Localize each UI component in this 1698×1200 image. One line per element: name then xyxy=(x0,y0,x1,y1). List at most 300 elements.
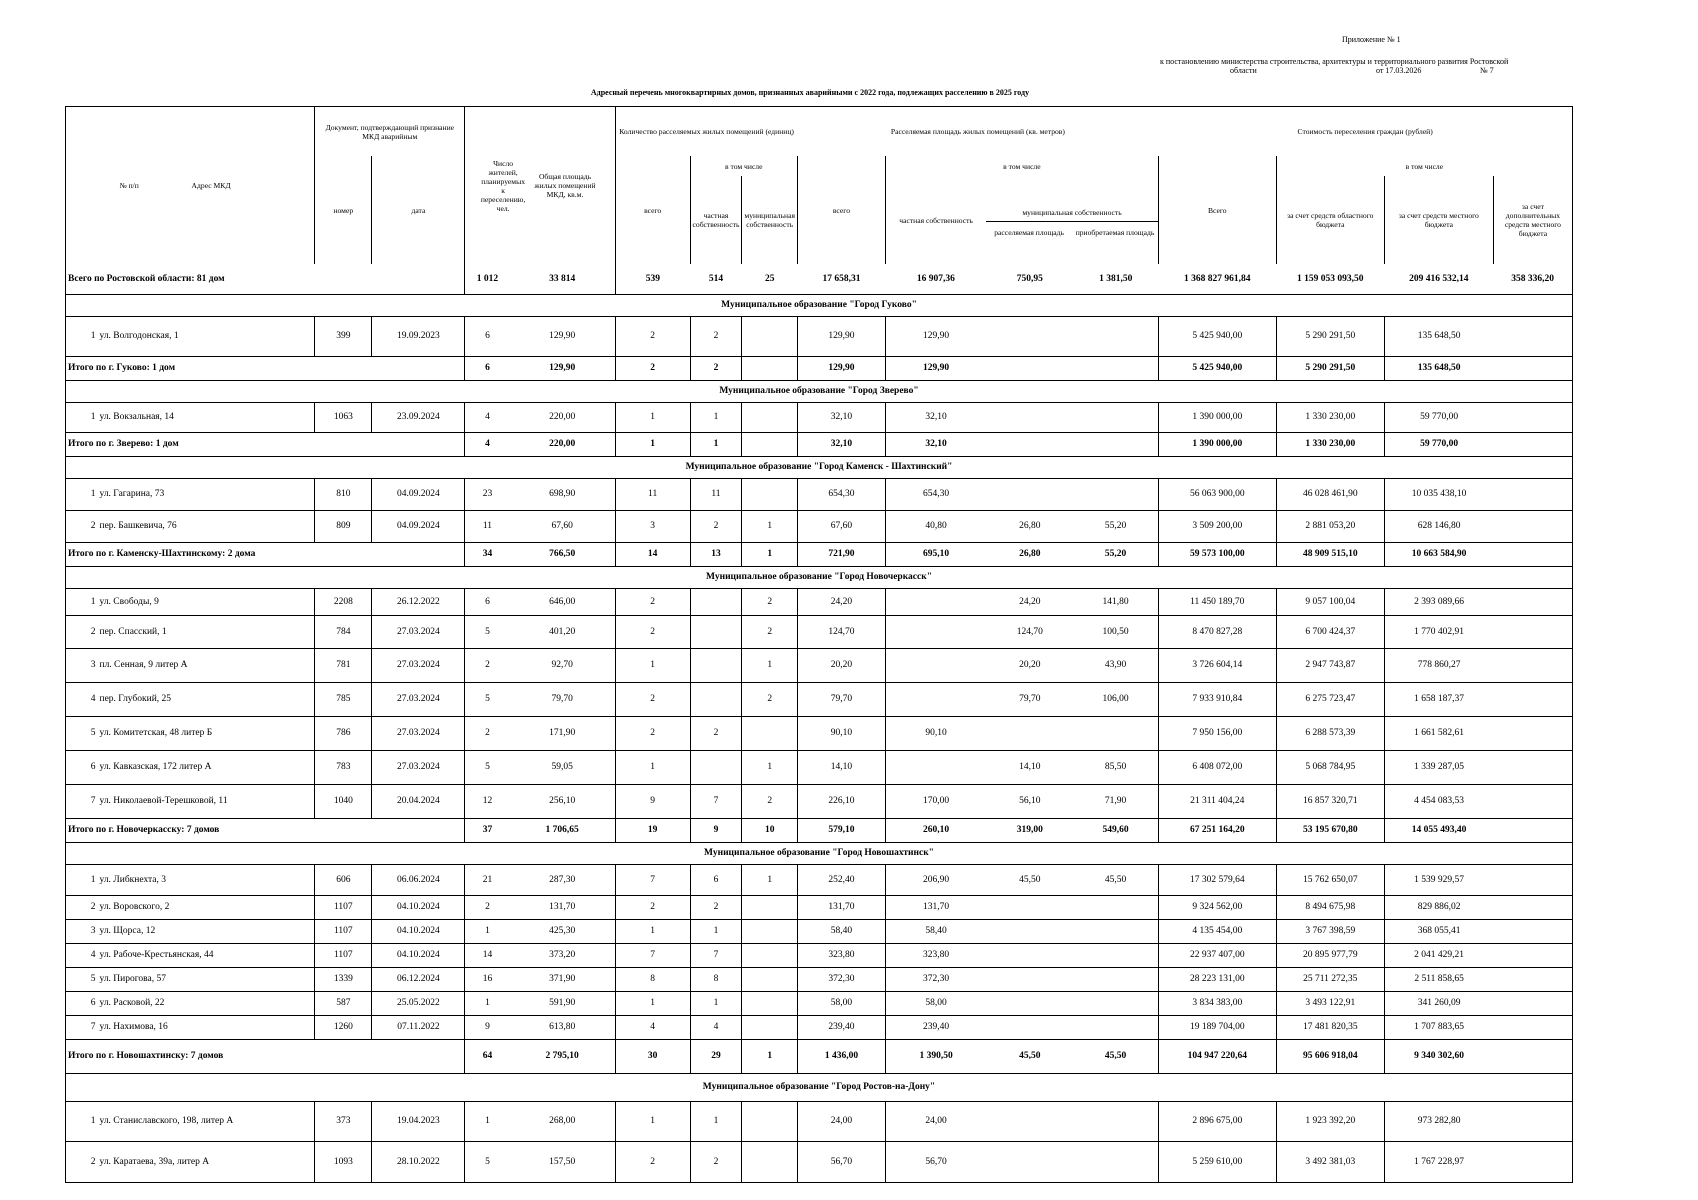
address-cell: ул. Каратаева, 39а, литер А xyxy=(97,1141,314,1182)
table-cell: 1 xyxy=(742,648,798,682)
table-cell: 11 xyxy=(615,478,690,510)
table-cell: 781 xyxy=(315,648,372,682)
table-cell: 19 189 704,00 xyxy=(1158,1015,1276,1039)
col-cost-total: Всего xyxy=(1158,156,1276,264)
table-cell xyxy=(1073,1015,1158,1039)
table-cell: 1 xyxy=(465,919,510,943)
table-cell: 22 937 407,00 xyxy=(1158,943,1276,967)
section-title: Муниципальное образование "Город Каменск - Шахтинский" xyxy=(66,456,1572,478)
table-cell: 287,30 xyxy=(510,864,616,895)
table-cell: 8 494 675,98 xyxy=(1276,895,1384,919)
grand-total-cell: 358 336,20 xyxy=(1511,273,1555,284)
subtotal-cell: 10 663 584,90 xyxy=(1384,542,1493,566)
grand-total-cell: 1 012 xyxy=(465,264,510,294)
table-cell: 372,30 xyxy=(797,967,885,991)
table-row xyxy=(66,943,1572,967)
subtotal-cell: 1 xyxy=(742,1039,798,1073)
table-cell: 778 860,27 xyxy=(1384,648,1493,682)
resettlement-table-frame xyxy=(65,106,1573,1183)
subtotal-cell: 6 xyxy=(465,356,510,380)
grand-total-cell: 750,95 xyxy=(1016,273,1043,284)
table-cell xyxy=(742,478,798,510)
table-cell: 4 454 083,53 xyxy=(1384,784,1493,818)
table-cell: 26.12.2022 xyxy=(372,588,465,615)
table-cell: 5 xyxy=(465,682,510,716)
col-rooms-incl: в том числе xyxy=(690,156,797,176)
table-cell xyxy=(986,991,1073,1015)
table-cell xyxy=(1493,615,1572,648)
table-row xyxy=(66,402,1572,432)
table-cell: 100,50 xyxy=(1073,615,1158,648)
table-row xyxy=(66,784,1572,818)
table-cell: 106,00 xyxy=(1073,682,1158,716)
subtotal-cell: 1 436,00 xyxy=(797,1039,885,1073)
subtotal-cell: 1 xyxy=(742,542,798,566)
table-cell: 131,70 xyxy=(885,895,986,919)
table-cell xyxy=(1073,1101,1158,1141)
table-cell: 17 302 579,64 xyxy=(1158,864,1276,895)
subtotal-cell xyxy=(986,432,1073,456)
subtotal-cell: 220,00 xyxy=(510,432,616,456)
table-cell: 2 xyxy=(742,784,798,818)
table-cell: 6 700 424,37 xyxy=(1276,615,1384,648)
table-cell: 23 xyxy=(465,478,510,510)
table-cell: 6 408 072,00 xyxy=(1158,750,1276,784)
table-cell xyxy=(1493,967,1572,991)
address-cell: ул. Кавказская, 172 литер А xyxy=(97,750,314,784)
table-cell: 654,30 xyxy=(797,478,885,510)
subtotal-label: Итого по г. Новочеркасску: 7 домов xyxy=(66,818,465,842)
table-cell xyxy=(1493,943,1572,967)
table-cell: 323,80 xyxy=(885,943,986,967)
table-cell: 7 xyxy=(615,864,690,895)
subtotal-cell: 95 606 918,04 xyxy=(1276,1039,1384,1073)
table-cell: 32,10 xyxy=(885,402,986,432)
table-cell: 27.03.2024 xyxy=(372,716,465,750)
table-body xyxy=(66,294,1572,1182)
table-cell xyxy=(1493,750,1572,784)
table-cell: 25 711 272,35 xyxy=(1276,967,1384,991)
table-cell: 1 339 287,05 xyxy=(1384,750,1493,784)
col-residents-area xyxy=(465,107,615,264)
table-cell xyxy=(885,588,986,615)
table-cell: 90,10 xyxy=(885,716,986,750)
col-num: № п/п xyxy=(119,181,139,190)
table-cell: 2 xyxy=(615,895,690,919)
table-cell xyxy=(986,919,1073,943)
table-cell: 5 xyxy=(66,967,97,991)
subtotal-cell: 1 xyxy=(690,432,742,456)
table-cell: 2 881 053,20 xyxy=(1276,510,1384,542)
table-cell: 5 259 610,00 xyxy=(1158,1141,1276,1182)
subtotal-cell: 32,10 xyxy=(885,432,986,456)
col-area-municipal-group xyxy=(986,176,1158,264)
table-cell: 135 648,50 xyxy=(1384,316,1493,356)
table-cell: 3 xyxy=(66,648,97,682)
subtotal-cell: 29 xyxy=(690,1039,742,1073)
table-row xyxy=(66,316,1572,356)
subtotal-row xyxy=(66,1039,1572,1073)
table-cell: 784 xyxy=(315,615,372,648)
table-cell xyxy=(742,919,798,943)
subtotal-row xyxy=(66,432,1572,456)
subtotal-cell: 67 251 164,20 xyxy=(1158,818,1276,842)
grand-total-label: Всего по Ростовской области: 81 дом xyxy=(68,273,225,284)
table-cell: 425,30 xyxy=(510,919,616,943)
table-cell: 1 xyxy=(66,316,97,356)
table-cell: 613,80 xyxy=(510,1015,616,1039)
table-cell: 1 539 929,57 xyxy=(1384,864,1493,895)
table-cell: 14,10 xyxy=(797,750,885,784)
section-header-row xyxy=(66,456,1572,478)
table-cell: 810 xyxy=(315,478,372,510)
table-cell: 21 xyxy=(465,864,510,895)
table-cell: 11 xyxy=(690,478,742,510)
col-residents: Число жителей, планируемых к переселению, чел. xyxy=(480,158,526,213)
table-cell: 7 933 910,84 xyxy=(1158,682,1276,716)
table-cell xyxy=(1073,402,1158,432)
table-cell xyxy=(986,716,1073,750)
table-cell: 256,10 xyxy=(510,784,616,818)
section-title: Муниципальное образование "Город Новочеркасск" xyxy=(66,566,1572,588)
table-cell: 2 xyxy=(742,615,798,648)
table-cell: 2 xyxy=(615,588,690,615)
table-cell: 1 xyxy=(690,1101,742,1141)
table-cell: 2 xyxy=(615,682,690,716)
table-cell xyxy=(1493,991,1572,1015)
table-cell xyxy=(885,648,986,682)
table-cell: 7 xyxy=(66,1015,97,1039)
table-cell: 6 275 723,47 xyxy=(1276,682,1384,716)
table-row xyxy=(66,1101,1572,1141)
table-cell: 59 770,00 xyxy=(1384,402,1493,432)
subtotal-cell: 695,10 xyxy=(885,542,986,566)
table-cell: 3 767 398,59 xyxy=(1276,919,1384,943)
table-cell: 45,50 xyxy=(1073,864,1158,895)
table-cell xyxy=(690,615,742,648)
table-cell xyxy=(986,402,1073,432)
table-cell: 268,00 xyxy=(510,1101,616,1141)
table-cell: 220,00 xyxy=(510,402,616,432)
table-cell: 07.11.2022 xyxy=(372,1015,465,1039)
table-cell: 7 xyxy=(66,784,97,818)
table-cell: 92,70 xyxy=(510,648,616,682)
col-rooms: Количество расселяемых жилых помещений (единиц) xyxy=(615,107,797,156)
table-cell: 24,00 xyxy=(885,1101,986,1141)
table-cell xyxy=(742,967,798,991)
subtotal-cell: 721,90 xyxy=(797,542,885,566)
table-cell: 131,70 xyxy=(510,895,616,919)
table-cell xyxy=(1493,648,1572,682)
table-cell: 20,20 xyxy=(986,648,1073,682)
table-cell: 3 726 604,14 xyxy=(1158,648,1276,682)
table-cell: 24,20 xyxy=(986,588,1073,615)
grand-total-cell: 1 368 827 961,84 xyxy=(1184,273,1251,284)
table-cell: 27.03.2024 xyxy=(372,615,465,648)
subtotal-cell: 9 xyxy=(690,818,742,842)
subtotal-cell: 59 770,00 xyxy=(1384,432,1493,456)
table-cell xyxy=(1493,895,1572,919)
table-cell: 06.12.2024 xyxy=(372,967,465,991)
table-row xyxy=(66,478,1572,510)
table-cell: 1107 xyxy=(315,943,372,967)
table-cell xyxy=(986,1101,1073,1141)
subtotal-cell: 1 330 230,00 xyxy=(1276,432,1384,456)
address-cell: ул. Расковой, 22 xyxy=(97,991,314,1015)
table-cell: 56,70 xyxy=(797,1141,885,1182)
table-cell: 973 282,80 xyxy=(1384,1101,1493,1141)
table-cell: 809 xyxy=(315,510,372,542)
address-cell: ул. Свободы, 9 xyxy=(97,588,314,615)
table-cell: 9 057 100,04 xyxy=(1276,588,1384,615)
table-cell: 8 470 827,28 xyxy=(1158,615,1276,648)
table-cell: 24,20 xyxy=(797,588,885,615)
address-cell: ул. Комитетская, 48 литер Б xyxy=(97,716,314,750)
table-cell xyxy=(1073,1141,1158,1182)
table-cell: 1 xyxy=(742,510,798,542)
table-cell xyxy=(1073,967,1158,991)
subtotal-cell: 30 xyxy=(615,1039,690,1073)
table-cell: 341 260,09 xyxy=(1384,991,1493,1015)
table-cell: 4 xyxy=(66,682,97,716)
table-cell: 04.09.2024 xyxy=(372,510,465,542)
table-cell xyxy=(742,1015,798,1039)
table-row xyxy=(66,615,1572,648)
col-area-private: частная собственность xyxy=(885,176,986,264)
table-cell: 371,90 xyxy=(510,967,616,991)
table-cell: 3 834 383,00 xyxy=(1158,991,1276,1015)
table-cell: 124,70 xyxy=(797,615,885,648)
table-cell: 8 xyxy=(615,967,690,991)
table-cell: 19.04.2023 xyxy=(372,1101,465,1141)
table-cell: 11 450 189,70 xyxy=(1158,588,1276,615)
resettlement-table xyxy=(66,107,1572,1182)
table-cell: 1 330 230,00 xyxy=(1276,402,1384,432)
subtotal-cell: 766,50 xyxy=(510,542,616,566)
table-cell: 67,60 xyxy=(797,510,885,542)
table-cell: 56,70 xyxy=(885,1141,986,1182)
table-cell: 5 290 291,50 xyxy=(1276,316,1384,356)
table-cell: 1 390 000,00 xyxy=(1158,402,1276,432)
table-cell: 1 770 402,91 xyxy=(1384,615,1493,648)
subtotal-cell: 104 947 220,64 xyxy=(1158,1039,1276,1073)
table-cell: 628 146,80 xyxy=(1384,510,1493,542)
table-cell xyxy=(1073,943,1158,967)
subtotal-cell: 32,10 xyxy=(797,432,885,456)
table-cell: 1107 xyxy=(315,895,372,919)
table-cell: 401,20 xyxy=(510,615,616,648)
table-cell xyxy=(885,750,986,784)
grand-total-cell: 1 381,50 xyxy=(1099,273,1133,284)
section-title: Муниципальное образование "Город Новошахтинск" xyxy=(66,842,1572,864)
table-cell: 10 035 438,10 xyxy=(1384,478,1493,510)
grand-total-cell: 16 907,36 xyxy=(916,273,955,284)
table-cell: 04.10.2024 xyxy=(372,919,465,943)
table-cell xyxy=(1073,478,1158,510)
table-cell: 56,10 xyxy=(986,784,1073,818)
table-cell xyxy=(1073,895,1158,919)
table-cell: 7 950 156,00 xyxy=(1158,716,1276,750)
subtotal-cell: 260,10 xyxy=(885,818,986,842)
table-cell xyxy=(742,1101,798,1141)
address-cell: пер. Глубокий, 25 xyxy=(97,682,314,716)
table-cell: 2 xyxy=(742,682,798,716)
table-row xyxy=(66,648,1572,682)
table-cell: 46 028 461,90 xyxy=(1276,478,1384,510)
table-cell xyxy=(742,943,798,967)
table-cell: 1 923 392,20 xyxy=(1276,1101,1384,1141)
table-cell: 829 886,02 xyxy=(1384,895,1493,919)
table-row xyxy=(66,682,1572,716)
col-address: Адрес МКД xyxy=(191,181,231,190)
table-cell: 20.04.2024 xyxy=(372,784,465,818)
table-cell: 606 xyxy=(315,864,372,895)
table-cell: 12 xyxy=(465,784,510,818)
table-cell: 2 xyxy=(615,615,690,648)
table-cell: 58,40 xyxy=(885,919,986,943)
table-cell: 2 xyxy=(66,510,97,542)
table-cell: 1107 xyxy=(315,919,372,943)
subtotal-cell: 1 706,65 xyxy=(510,818,616,842)
subtotal-cell: 1 390,50 xyxy=(885,1039,986,1073)
table-cell xyxy=(1493,588,1572,615)
table-cell: 129,90 xyxy=(885,316,986,356)
table-cell: 59,05 xyxy=(510,750,616,784)
table-cell: 2 041 429,21 xyxy=(1384,943,1493,967)
table-cell: 783 xyxy=(315,750,372,784)
section-header-row xyxy=(66,842,1572,864)
subtotal-row xyxy=(66,542,1572,566)
table-cell: 2 xyxy=(690,510,742,542)
table-cell: 591,90 xyxy=(510,991,616,1015)
table-cell: 06.06.2024 xyxy=(372,864,465,895)
table-cell: 1 xyxy=(66,864,97,895)
table-cell xyxy=(986,943,1073,967)
table-cell xyxy=(986,316,1073,356)
subtotal-cell: 10 xyxy=(742,818,798,842)
table-cell: 1 707 883,65 xyxy=(1384,1015,1493,1039)
table-cell: 2 xyxy=(465,895,510,919)
table-row xyxy=(66,967,1572,991)
subtotal-row xyxy=(66,356,1572,380)
subtotal-cell: 1 390 000,00 xyxy=(1158,432,1276,456)
table-cell: 2 393 089,66 xyxy=(1384,588,1493,615)
table-cell: 6 xyxy=(465,316,510,356)
table-cell: 40,80 xyxy=(885,510,986,542)
table-cell: 2 xyxy=(690,316,742,356)
table-header xyxy=(66,107,1572,264)
grand-total-cell: 25 xyxy=(764,273,775,284)
table-cell: 5 xyxy=(465,750,510,784)
table-cell: 131,70 xyxy=(797,895,885,919)
address-cell: ул. Либкнехта, 3 xyxy=(97,864,314,895)
table-cell: 1 xyxy=(465,1101,510,1141)
col-cost-extra: за счет дополнительных средств местного бюджета xyxy=(1493,176,1572,264)
table-cell: 2 xyxy=(66,895,97,919)
subtotal-label: Итого по г. Каменску-Шахтинскому: 2 дома xyxy=(66,542,465,566)
section-title: Муниципальное образование "Город Ростов-на-Дону" xyxy=(66,1073,1572,1101)
table-row xyxy=(66,991,1572,1015)
table-cell: 1040 xyxy=(315,784,372,818)
table-cell: 2 xyxy=(690,1141,742,1182)
address-cell: ул. Станиславского, 198, литер А xyxy=(97,1101,314,1141)
col-total-area: Общая площадь жилых помещений МКД, кв.м. xyxy=(534,172,596,199)
table-cell: 226,10 xyxy=(797,784,885,818)
table-cell: 1 xyxy=(66,588,97,615)
subtotal-cell: 59 573 100,00 xyxy=(1158,542,1276,566)
subtotal-cell: 4 xyxy=(465,432,510,456)
address-cell: ул. Волгодонская, 1 xyxy=(97,316,314,356)
subtotal-cell xyxy=(1493,1039,1572,1073)
address-cell: ул. Пирогова, 57 xyxy=(97,967,314,991)
table-cell: 1 xyxy=(615,648,690,682)
table-cell: 5 xyxy=(66,716,97,750)
col-num-address xyxy=(66,107,315,264)
table-cell: 124,70 xyxy=(986,615,1073,648)
subtotal-cell: 2 xyxy=(690,356,742,380)
col-area-mun-resettled: расселяемая площадь xyxy=(994,227,1064,237)
table-cell: 1260 xyxy=(315,1015,372,1039)
table-row xyxy=(66,895,1572,919)
table-cell: 79,70 xyxy=(986,682,1073,716)
subtotal-cell: 549,60 xyxy=(1073,818,1158,842)
subtotal-cell: 129,90 xyxy=(797,356,885,380)
table-cell: 28.10.2022 xyxy=(372,1141,465,1182)
table-cell: 3 xyxy=(66,919,97,943)
subtotal-cell xyxy=(742,356,798,380)
address-cell: ул. Вокзальная, 14 xyxy=(97,402,314,432)
table-cell: 27.03.2024 xyxy=(372,648,465,682)
address-cell: ул. Нахимова, 16 xyxy=(97,1015,314,1039)
table-cell: 6 288 573,39 xyxy=(1276,716,1384,750)
table-cell: 1 xyxy=(66,478,97,510)
section-header-row xyxy=(66,566,1572,588)
subtotal-cell: 64 xyxy=(465,1039,510,1073)
table-cell: 1 xyxy=(66,402,97,432)
subtotal-label: Итого по г. Гуково: 1 дом xyxy=(66,356,465,380)
table-cell: 373,20 xyxy=(510,943,616,967)
table-cell: 58,00 xyxy=(797,991,885,1015)
address-cell: ул. Рабоче-Крестьянская, 44 xyxy=(97,943,314,967)
table-cell: 11 xyxy=(465,510,510,542)
subtotal-cell: 19 xyxy=(615,818,690,842)
table-cell: 7 xyxy=(690,784,742,818)
table-cell: 2 xyxy=(690,716,742,750)
table-cell: 1 xyxy=(615,402,690,432)
decree-line: к постановлению министерства строительства, архитектуры и территориального развития Ростовской xyxy=(1160,57,1509,66)
table-cell: 20 895 977,79 xyxy=(1276,943,1384,967)
table-cell: 04.10.2024 xyxy=(372,895,465,919)
table-cell: 9 xyxy=(465,1015,510,1039)
subtotal-cell xyxy=(1493,818,1572,842)
col-doc-number: номер xyxy=(315,156,372,264)
table-cell: 3 xyxy=(615,510,690,542)
table-cell: 4 135 454,00 xyxy=(1158,919,1276,943)
table-cell: 2 947 743,87 xyxy=(1276,648,1384,682)
table-cell xyxy=(1073,716,1158,750)
table-cell xyxy=(690,750,742,784)
table-cell: 5 xyxy=(465,615,510,648)
table-cell: 587 xyxy=(315,991,372,1015)
grand-total-cell: 1 159 053 093,50 xyxy=(1297,273,1364,284)
col-area: Расселяемая площадь жилых помещений (кв. метров) xyxy=(890,127,1065,136)
address-cell: ул. Воровского, 2 xyxy=(97,895,314,919)
table-cell xyxy=(742,895,798,919)
table-cell: 5 068 784,95 xyxy=(1276,750,1384,784)
table-cell xyxy=(1493,784,1572,818)
table-cell: 157,50 xyxy=(510,1141,616,1182)
col-doc: Документ, подтверждающий признание МКД аварийным xyxy=(315,107,465,156)
